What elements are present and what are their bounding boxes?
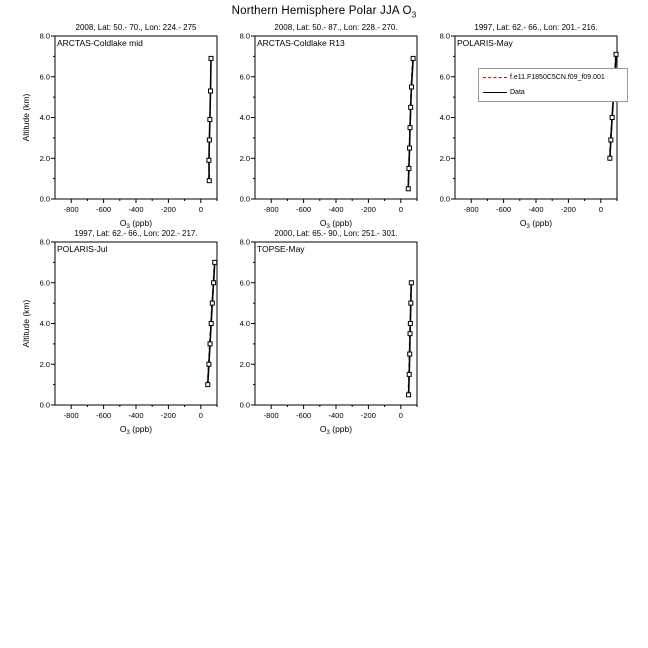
data-marker [609, 138, 613, 142]
legend-label-model: f.e11.F1850C5CN.f09_f09.001 [510, 74, 605, 81]
data-marker [411, 56, 415, 60]
data-marker [408, 146, 412, 150]
y-tick-label: 4.0 [239, 113, 250, 122]
y-tick-label: 4.0 [39, 113, 50, 122]
data-marker [407, 393, 411, 397]
y-tick-label: 2.0 [439, 153, 450, 163]
legend-label-data: Data [510, 89, 525, 96]
y-tick-label: 8.0 [239, 239, 250, 247]
chart-canvas-arctas-coldlake-r13 [220, 33, 425, 233]
data-marker [207, 362, 211, 366]
y-tick-label: 2.0 [239, 153, 250, 163]
y-tick-label: 4.0 [39, 319, 50, 328]
y-tick-label: 8.0 [439, 33, 450, 41]
x-tick-label: -200 [360, 205, 376, 214]
x-tick-label: -800 [263, 205, 279, 214]
data-marker [409, 301, 413, 305]
panel-topse-may [220, 228, 425, 443]
figure-title-text: Northern Hemisphere Polar JJA O [231, 5, 412, 17]
x-tick-label: -800 [63, 205, 79, 214]
panel-label: ARCTAS-Coldlake R13 [257, 38, 345, 48]
y-tick-label: 2.0 [39, 153, 50, 163]
x-tick-label: -600 [96, 411, 112, 420]
x-tick-label: -400 [128, 411, 144, 420]
chart-canvas-polaris-may [420, 33, 625, 233]
data-marker [407, 372, 411, 376]
x-tick-label: -400 [328, 205, 344, 214]
panel-label: POLARIS-May [457, 38, 513, 48]
data-marker [206, 383, 210, 387]
x-axis-label: $O_3$ (ppb) [119, 218, 153, 230]
data-marker [408, 126, 412, 130]
y-axis-label: Altitude (km) [21, 299, 31, 348]
panel-arctas-coldlake-r13 [220, 22, 425, 237]
y-tick-label: 6.0 [39, 72, 50, 82]
x-tick-label: 0 [598, 205, 603, 214]
y-tick-label: 6.0 [239, 278, 250, 288]
model-line-sample-icon [483, 77, 507, 78]
data-marker [608, 156, 612, 160]
x-tick-label: 0 [198, 411, 203, 420]
panel-header: 1997, Lat: 62.- 66., Lon: 202.- 217. [74, 229, 198, 238]
x-tick-label: -200 [160, 411, 176, 420]
x-tick-label: -200 [160, 205, 176, 214]
x-tick-label: -600 [96, 205, 112, 214]
y-tick-label: 6.0 [439, 72, 450, 82]
x-axis-label: $O_3$ (ppb) [319, 424, 353, 436]
y-tick-label: 4.0 [439, 113, 450, 122]
panel-arctas-coldlake-mid [20, 22, 225, 237]
data-marker [207, 179, 211, 183]
plot-frame [255, 36, 417, 199]
panel-header: 2008, Lat: 50.- 70., Lon: 224.- 275 [75, 23, 197, 32]
x-tick-label: -800 [63, 411, 79, 420]
data-marker [210, 301, 214, 305]
panel-label: POLARIS-Jul [57, 244, 108, 254]
y-tick-label: 2.0 [39, 359, 50, 369]
x-tick-label: -600 [296, 205, 312, 214]
panel-label: ARCTAS-Coldlake mid [57, 38, 143, 48]
y-tick-label: 2.0 [239, 359, 250, 369]
y-tick-label: 4.0 [239, 319, 250, 328]
data-line [409, 283, 412, 395]
data-marker [209, 89, 213, 93]
y-tick-label: 0.0 [439, 194, 450, 204]
data-marker [406, 187, 410, 191]
x-tick-label: -400 [328, 411, 344, 420]
x-tick-label: -200 [360, 411, 376, 420]
x-tick-label: -800 [263, 411, 279, 420]
x-tick-label: -800 [463, 205, 479, 214]
panel-header: 2008, Lat: 50.- 87., Lon: 228.- 270. [274, 23, 398, 32]
plot-frame [55, 242, 217, 405]
x-tick-label: 0 [398, 205, 403, 214]
data-marker [209, 322, 213, 326]
x-tick-label: 0 [398, 411, 403, 420]
x-tick-label: -200 [560, 205, 576, 214]
x-tick-label: 0 [198, 205, 203, 214]
data-marker [408, 352, 412, 356]
plot-frame [55, 36, 217, 199]
y-tick-label: 8.0 [39, 239, 50, 247]
plot-frame [455, 36, 617, 199]
y-tick-label: 0.0 [239, 400, 250, 410]
panel-polaris-jul [20, 228, 225, 443]
panel-header: 2000, Lat: 65.- 90., Lon: 251.- 301. [274, 229, 398, 238]
data-marker [208, 118, 212, 122]
plot-frame [255, 242, 417, 405]
figure-title-subscript: 3 [411, 10, 417, 20]
chart-canvas-polaris-jul [20, 239, 225, 439]
data-marker [207, 138, 211, 142]
panel-polaris-may [420, 22, 625, 237]
x-axis-label: $O_3$ (ppb) [319, 218, 353, 230]
x-tick-label: -600 [296, 411, 312, 420]
data-marker [408, 332, 412, 336]
data-marker [409, 281, 413, 285]
y-tick-label: 8.0 [39, 33, 50, 41]
y-tick-label: 8.0 [239, 33, 250, 41]
data-marker [408, 322, 412, 326]
data-marker [614, 52, 618, 56]
data-marker [212, 281, 216, 285]
panel-label: TOPSE-May [257, 244, 305, 254]
x-tick-label: -400 [528, 205, 544, 214]
data-line-sample-icon [483, 92, 507, 93]
x-axis-label: $O_3$ (ppb) [519, 218, 553, 230]
x-tick-label: -600 [496, 205, 512, 214]
data-marker [208, 342, 212, 346]
data-marker [409, 105, 413, 109]
figure-title [0, 5, 648, 19]
data-marker [409, 85, 413, 89]
y-tick-label: 6.0 [239, 72, 250, 82]
panel-header: 1997, Lat: 62.- 66., Lon: 201.- 216. [474, 23, 598, 32]
chart-canvas-topse-may [220, 239, 425, 439]
data-marker [213, 260, 217, 264]
y-tick-label: 0.0 [39, 400, 50, 410]
chart-canvas-arctas-coldlake-mid [20, 33, 225, 233]
x-axis-label: $O_3$ (ppb) [119, 424, 153, 436]
data-marker [610, 116, 614, 120]
legend-entry-data [483, 89, 623, 96]
data-marker [407, 166, 411, 170]
data-marker [209, 56, 213, 60]
legend-entry-model [483, 74, 623, 81]
x-tick-label: -400 [128, 205, 144, 214]
data-marker [207, 158, 211, 162]
y-tick-label: 0.0 [239, 194, 250, 204]
legend [478, 68, 628, 102]
y-tick-label: 6.0 [39, 278, 50, 288]
y-tick-label: 0.0 [39, 194, 50, 204]
y-axis-label: Altitude (km) [21, 93, 31, 142]
